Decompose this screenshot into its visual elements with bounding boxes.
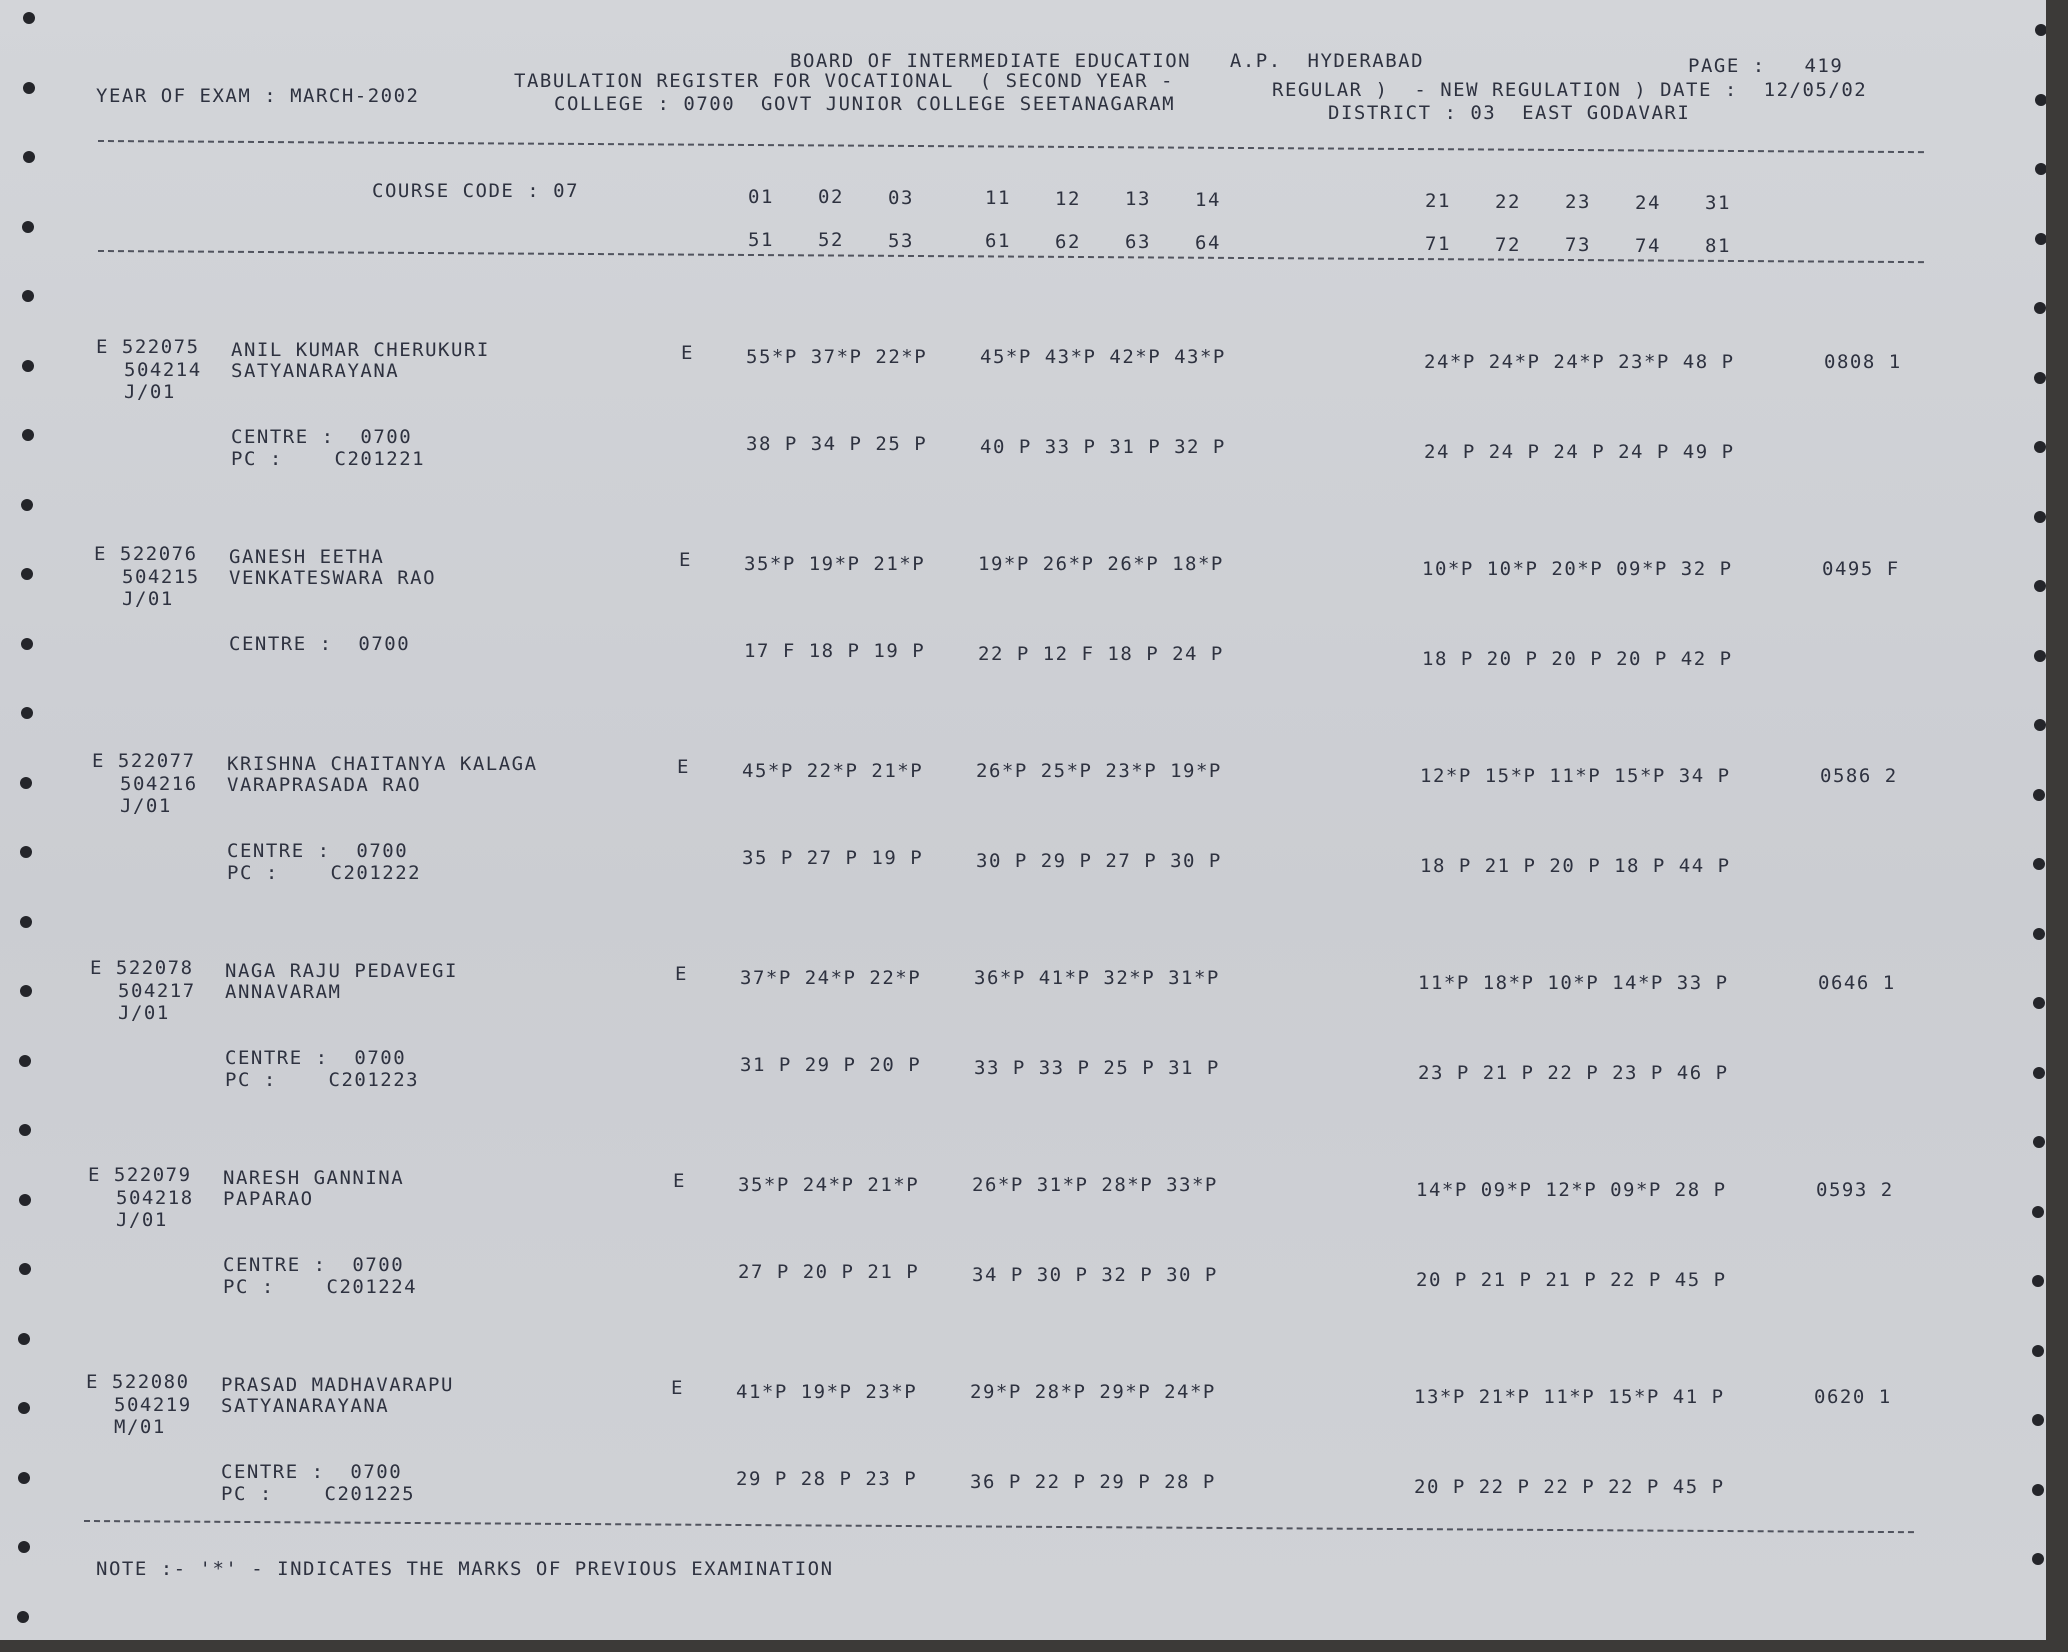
punch-hole bbox=[2034, 372, 2046, 384]
student-name: GANESH EETHA bbox=[229, 546, 385, 568]
marks-line1-part2: 36*P 41*P 32*P 31*P bbox=[974, 967, 1220, 989]
centre: CENTRE : 0700 bbox=[229, 633, 411, 655]
father-name: VENKATESWARA RAO bbox=[229, 567, 437, 589]
punch-hole bbox=[22, 429, 34, 441]
punch-hole bbox=[18, 1333, 30, 1345]
marks-line1-part2: 26*P 25*P 23*P 19*P bbox=[976, 760, 1222, 782]
hall-ticket: E 522079 bbox=[88, 1164, 192, 1186]
punch-hole bbox=[18, 1541, 30, 1553]
medium: E bbox=[675, 963, 688, 985]
father-name: VARAPRASADA RAO bbox=[227, 774, 422, 796]
marks-line2-part2: 30 P 29 P 27 P 30 P bbox=[976, 850, 1222, 872]
column-code-24: 24 bbox=[1635, 191, 1661, 214]
marks-line2-part1: 27 P 20 P 21 P bbox=[738, 1261, 920, 1283]
hall-ticket: E 522076 bbox=[94, 543, 198, 565]
column-code-73: 73 bbox=[1565, 234, 1591, 257]
medium: E bbox=[671, 1377, 684, 1399]
marks-line2-part1: 35 P 27 P 19 P bbox=[742, 847, 924, 869]
group-code: M/01 bbox=[114, 1416, 166, 1438]
marks-line1-part1: 37*P 24*P 22*P bbox=[740, 967, 922, 989]
column-code-11: 11 bbox=[985, 187, 1011, 210]
column-code-51: 51 bbox=[748, 228, 774, 251]
column-code-14: 14 bbox=[1195, 188, 1221, 211]
column-code-31: 31 bbox=[1705, 192, 1731, 215]
regulation-and-date: REGULAR ) - NEW REGULATION ) DATE : 12/05/02 bbox=[1272, 79, 1868, 101]
punch-hole bbox=[2032, 1484, 2044, 1496]
medium: E bbox=[681, 342, 694, 364]
punch-hole bbox=[2033, 858, 2045, 870]
punch-hole bbox=[23, 82, 35, 94]
punch-hole bbox=[2034, 650, 2046, 662]
marks-line1-part2: 29*P 28*P 29*P 24*P bbox=[970, 1381, 1216, 1403]
punch-hole bbox=[2032, 1206, 2044, 1218]
punch-hole bbox=[22, 360, 34, 372]
marks-line2-part1: 29 P 28 P 23 P bbox=[736, 1468, 918, 1490]
hall-ticket: E 522078 bbox=[90, 957, 194, 979]
punch-hole bbox=[2034, 580, 2046, 592]
father-name: ANNAVARAM bbox=[225, 981, 342, 1003]
student-name: PRASAD MADHAVARAPU bbox=[221, 1374, 454, 1396]
marks-line2-part3: 20 P 22 P 22 P 22 P 45 P bbox=[1414, 1476, 1725, 1498]
student-name: NARESH GANNINA bbox=[223, 1167, 405, 1189]
father-name: PAPARAO bbox=[223, 1188, 314, 1210]
punch-hole bbox=[19, 1194, 31, 1206]
marks-line2-part2: 33 P 33 P 25 P 31 P bbox=[974, 1057, 1220, 1079]
footnote: NOTE :- '*' - INDICATES THE MARKS OF PREVIOUS EXAMINATION bbox=[96, 1558, 834, 1580]
reg-number: 504216 bbox=[120, 773, 198, 795]
marks-line2-part2: 36 P 22 P 29 P 28 P bbox=[970, 1471, 1216, 1493]
column-code-21: 21 bbox=[1425, 190, 1451, 213]
marks-line1-part3: 24*P 24*P 24*P 23*P 48 P bbox=[1424, 351, 1735, 373]
group-code: J/01 bbox=[118, 1002, 170, 1024]
column-code-64: 64 bbox=[1195, 231, 1221, 254]
marks-line1-part1: 55*P 37*P 22*P bbox=[746, 346, 928, 368]
pc-code: PC : C201224 bbox=[223, 1276, 418, 1298]
year-of-exam: YEAR OF EXAM : MARCH-2002 bbox=[96, 85, 420, 107]
group-code: J/01 bbox=[116, 1209, 168, 1231]
college-line: COLLEGE : 0700 GOVT JUNIOR COLLEGE SEETANAGARAM bbox=[554, 93, 1176, 115]
total-and-result: 0620 1 bbox=[1814, 1386, 1892, 1408]
punch-hole bbox=[2033, 1067, 2045, 1079]
district-line: DISTRICT : 03 EAST GODAVARI bbox=[1328, 102, 1691, 124]
punch-hole bbox=[2032, 1414, 2044, 1426]
pc-code: PC : C201221 bbox=[231, 448, 426, 470]
reg-number: 504214 bbox=[124, 359, 202, 381]
marks-line2-part3: 24 P 24 P 24 P 24 P 49 P bbox=[1424, 441, 1735, 463]
total-and-result: 0593 2 bbox=[1816, 1179, 1894, 1201]
marks-line1-part3: 14*P 09*P 12*P 09*P 28 P bbox=[1416, 1179, 1727, 1201]
marks-line1-part2: 19*P 26*P 26*P 18*P bbox=[978, 553, 1224, 575]
reg-number: 504215 bbox=[122, 566, 200, 588]
column-code-62: 62 bbox=[1055, 230, 1081, 253]
column-code-03: 03 bbox=[888, 186, 914, 209]
group-code: J/01 bbox=[124, 381, 176, 403]
punch-hole bbox=[20, 985, 32, 997]
punch-hole bbox=[2032, 1275, 2044, 1287]
punch-hole bbox=[2034, 302, 2046, 314]
marks-line1-part3: 13*P 21*P 11*P 15*P 41 P bbox=[1414, 1386, 1725, 1408]
hall-ticket: E 522075 bbox=[96, 336, 200, 358]
punch-hole bbox=[2033, 928, 2045, 940]
total-and-result: 0586 2 bbox=[1820, 765, 1898, 787]
pc-code: PC : C201223 bbox=[225, 1069, 420, 1091]
column-code-71: 71 bbox=[1425, 233, 1451, 256]
register-title: TABULATION REGISTER FOR VOCATIONAL ( SECOND YEAR - bbox=[514, 70, 1174, 92]
column-code-12: 12 bbox=[1055, 187, 1081, 210]
marks-line1-part1: 35*P 19*P 21*P bbox=[744, 553, 926, 575]
medium: E bbox=[673, 1170, 686, 1192]
marks-line2-part1: 17 F 18 P 19 P bbox=[744, 640, 926, 662]
column-code-61: 61 bbox=[985, 230, 1011, 253]
centre: CENTRE : 0700 bbox=[231, 426, 413, 448]
punch-hole bbox=[23, 12, 35, 24]
punch-hole bbox=[2033, 1136, 2045, 1148]
punch-hole bbox=[21, 707, 33, 719]
marks-line2-part2: 34 P 30 P 32 P 30 P bbox=[972, 1264, 1218, 1286]
marks-line2-part3: 23 P 21 P 22 P 23 P 46 P bbox=[1418, 1062, 1729, 1084]
punch-hole bbox=[2035, 233, 2046, 245]
punch-hole bbox=[2034, 719, 2046, 731]
page-number: PAGE : 419 bbox=[1688, 55, 1844, 77]
punch-hole bbox=[2034, 511, 2046, 523]
reg-number: 504217 bbox=[118, 980, 196, 1002]
column-code-02: 02 bbox=[818, 186, 844, 209]
punch-hole bbox=[21, 499, 33, 511]
marks-line2-part3: 20 P 21 P 21 P 22 P 45 P bbox=[1416, 1269, 1727, 1291]
punch-hole bbox=[2032, 1553, 2044, 1565]
punch-hole bbox=[2034, 441, 2046, 453]
group-code: J/01 bbox=[122, 588, 174, 610]
column-code-13: 13 bbox=[1125, 188, 1151, 211]
reg-number: 504219 bbox=[114, 1394, 192, 1416]
marks-line2-part3: 18 P 20 P 20 P 20 P 42 P bbox=[1422, 648, 1733, 670]
column-code-23: 23 bbox=[1565, 191, 1591, 214]
marks-line2-part1: 38 P 34 P 25 P bbox=[746, 433, 928, 455]
marks-line2-part3: 18 P 21 P 20 P 18 P 44 P bbox=[1420, 855, 1731, 877]
centre: CENTRE : 0700 bbox=[221, 1461, 403, 1483]
punch-hole bbox=[2035, 94, 2046, 106]
column-code-52: 52 bbox=[818, 229, 844, 252]
marks-line1-part3: 12*P 15*P 11*P 15*P 34 P bbox=[1420, 765, 1731, 787]
punch-hole bbox=[18, 1472, 30, 1484]
student-name: KRISHNA CHAITANYA KALAGA bbox=[227, 753, 538, 775]
punch-hole bbox=[2033, 997, 2045, 1009]
marks-line1-part3: 10*P 10*P 20*P 09*P 32 P bbox=[1422, 558, 1733, 580]
punch-hole bbox=[20, 777, 32, 789]
pc-code: PC : C201225 bbox=[221, 1483, 416, 1505]
marks-line1-part3: 11*P 18*P 10*P 14*P 33 P bbox=[1418, 972, 1729, 994]
punch-hole bbox=[2035, 24, 2046, 36]
marks-line1-part1: 41*P 19*P 23*P bbox=[736, 1381, 918, 1403]
total-and-result: 0495 F bbox=[1822, 558, 1900, 580]
student-name: NAGA RAJU PEDAVEGI bbox=[225, 960, 458, 982]
punch-hole bbox=[23, 151, 35, 163]
total-and-result: 0646 1 bbox=[1818, 972, 1896, 994]
marks-line1-part2: 45*P 43*P 42*P 43*P bbox=[980, 346, 1226, 368]
column-code-01: 01 bbox=[748, 185, 774, 208]
punch-hole bbox=[19, 1263, 31, 1275]
course-code: COURSE CODE : 07 bbox=[372, 180, 580, 202]
column-code-74: 74 bbox=[1635, 234, 1661, 257]
punch-hole bbox=[19, 1124, 31, 1136]
pc-code: PC : C201222 bbox=[227, 862, 422, 884]
punch-hole bbox=[20, 916, 32, 928]
medium: E bbox=[679, 549, 692, 571]
punch-hole bbox=[20, 846, 32, 858]
punch-hole bbox=[22, 290, 34, 302]
punch-hole bbox=[2035, 163, 2046, 175]
total-and-result: 0808 1 bbox=[1824, 351, 1902, 373]
marks-line1-part1: 45*P 22*P 21*P bbox=[742, 760, 924, 782]
reg-number: 504218 bbox=[116, 1187, 194, 1209]
centre: CENTRE : 0700 bbox=[227, 840, 409, 862]
punch-hole bbox=[21, 568, 33, 580]
centre: CENTRE : 0700 bbox=[225, 1047, 407, 1069]
father-name: SATYANARAYANA bbox=[231, 360, 400, 382]
column-code-22: 22 bbox=[1495, 190, 1521, 213]
punch-hole bbox=[22, 221, 34, 233]
student-name: ANIL KUMAR CHERUKURI bbox=[231, 339, 490, 361]
divider-bottom bbox=[84, 1520, 1914, 1533]
hall-ticket: E 522080 bbox=[86, 1371, 190, 1393]
marks-line2-part2: 40 P 33 P 31 P 32 P bbox=[980, 436, 1226, 458]
centre: CENTRE : 0700 bbox=[223, 1254, 405, 1276]
group-code: J/01 bbox=[120, 795, 172, 817]
column-code-81: 81 bbox=[1705, 235, 1731, 258]
father-name: SATYANARAYANA bbox=[221, 1395, 390, 1417]
punch-hole bbox=[2032, 1345, 2044, 1357]
marks-line1-part1: 35*P 24*P 21*P bbox=[738, 1174, 920, 1196]
marks-line2-part2: 22 P 12 F 18 P 24 P bbox=[978, 643, 1224, 665]
marks-line2-part1: 31 P 29 P 20 P bbox=[740, 1054, 922, 1076]
medium: E bbox=[677, 756, 690, 778]
column-code-53: 53 bbox=[888, 229, 914, 252]
punch-hole bbox=[2033, 789, 2045, 801]
board-title: BOARD OF INTERMEDIATE EDUCATION A.P. HYDERABAD bbox=[790, 50, 1425, 72]
punch-hole bbox=[19, 1055, 31, 1067]
hall-ticket: E 522077 bbox=[92, 750, 196, 772]
column-code-63: 63 bbox=[1125, 231, 1151, 254]
marks-line1-part2: 26*P 31*P 28*P 33*P bbox=[972, 1174, 1218, 1196]
column-code-72: 72 bbox=[1495, 233, 1521, 256]
punch-hole bbox=[21, 638, 33, 650]
punch-hole bbox=[17, 1611, 29, 1623]
divider-top bbox=[98, 140, 1924, 153]
punch-hole bbox=[18, 1402, 30, 1414]
